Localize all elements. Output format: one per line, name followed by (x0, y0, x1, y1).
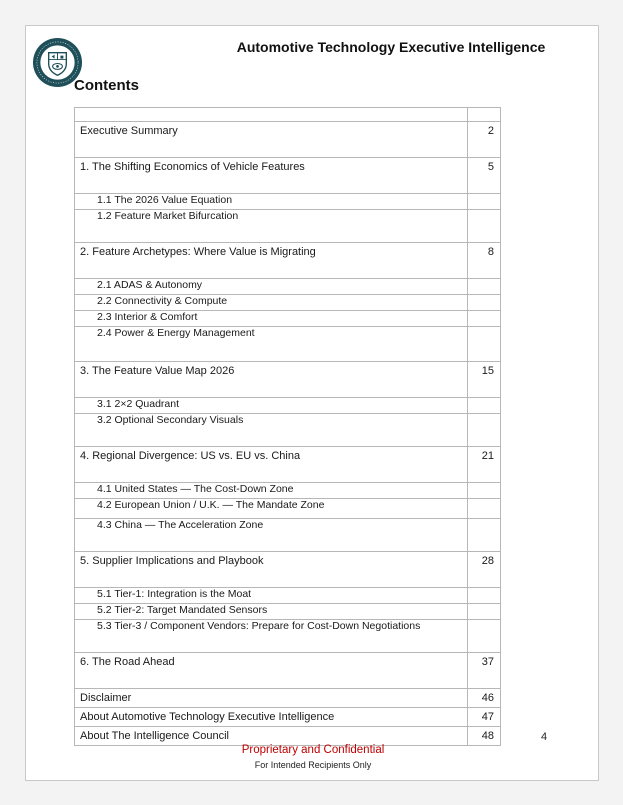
toc-entry-title[interactable]: About Automotive Technology Executive Intelligence (75, 708, 468, 727)
toc-entry-page (468, 499, 501, 519)
toc-entry-title[interactable]: 1.2 Feature Market Bifurcation (75, 210, 468, 243)
toc-entry-page (468, 398, 501, 414)
toc-entry-title[interactable]: 2.3 Interior & Comfort (75, 311, 468, 327)
toc-entry-page (468, 414, 501, 447)
toc-row (75, 122, 501, 158)
toc-row (75, 620, 501, 653)
header-title: Automotive Technology Executive Intelligence (236, 39, 546, 55)
toc-row (75, 689, 501, 708)
toc-entry-title[interactable]: 5. Supplier Implications and Playbook (75, 552, 468, 588)
toc-entry-title[interactable]: 6. The Road Ahead (75, 653, 468, 689)
toc-entry-title[interactable]: Executive Summary (75, 122, 468, 158)
toc-entry-title[interactable]: 3. The Feature Value Map 2026 (75, 362, 468, 398)
toc-row (75, 483, 501, 499)
footer-recipients: For Intended Recipients Only (254, 760, 372, 770)
toc-row (75, 279, 501, 295)
toc-entry-title[interactable]: About The Intelligence Council (75, 727, 468, 746)
toc-row (75, 327, 501, 362)
contents-heading: Contents (74, 77, 139, 94)
toc-entry-page (468, 194, 501, 210)
toc-row (75, 588, 501, 604)
toc-entry-title[interactable]: 2.4 Power & Energy Management (75, 327, 468, 362)
table-of-contents (74, 107, 501, 746)
toc-entry-page: 8 (468, 243, 501, 279)
toc-row (75, 362, 501, 398)
footer-confidential: Proprietary and Confidential (241, 744, 385, 756)
toc-entry-title[interactable]: 1. The Shifting Economics of Vehicle Features (75, 158, 468, 194)
toc-row (75, 311, 501, 327)
toc-entry-page (468, 311, 501, 327)
toc-entry-title[interactable]: 4.3 China — The Acceleration Zone (75, 519, 468, 552)
toc-row (75, 499, 501, 519)
toc-entry-page (468, 483, 501, 499)
toc-entry-page: 37 (468, 653, 501, 689)
toc-row (75, 447, 501, 483)
toc-entry-title[interactable]: 4. Regional Divergence: US vs. EU vs. China (75, 447, 468, 483)
toc-row (75, 210, 501, 243)
toc-entry-page (468, 108, 501, 122)
toc-entry-page (468, 604, 501, 620)
toc-entry-page: 28 (468, 552, 501, 588)
toc-row (75, 727, 501, 746)
toc-entry-title[interactable]: 2. Feature Archetypes: Where Value is Migrating (75, 243, 468, 279)
toc-row (75, 194, 501, 210)
toc-row (75, 398, 501, 414)
toc-row (75, 414, 501, 447)
toc-entry-page (468, 295, 501, 311)
toc-row (75, 519, 501, 552)
toc-entry-page (468, 279, 501, 295)
toc-row (75, 604, 501, 620)
toc-entry-page (468, 620, 501, 653)
toc-entry-page: 5 (468, 158, 501, 194)
toc-entry-title[interactable]: 2.1 ADAS & Autonomy (75, 279, 468, 295)
toc-entry-page: 2 (468, 122, 501, 158)
toc-entry-title[interactable]: 2.2 Connectivity & Compute (75, 295, 468, 311)
toc-body (75, 108, 501, 746)
toc-row (75, 653, 501, 689)
toc-entry-title[interactable]: 5.1 Tier-1: Integration is the Moat (75, 588, 468, 604)
toc-entry-page: 48 (468, 727, 501, 746)
toc-entry-page: 21 (468, 447, 501, 483)
toc-entry-title[interactable]: 3.1 2×2 Quadrant (75, 398, 468, 414)
toc-entry-page (468, 519, 501, 552)
toc-entry-title[interactable]: 4.2 European Union / U.K. — The Mandate Zone (75, 499, 468, 519)
page-number: 4 (541, 731, 548, 743)
toc-entry-title[interactable]: 5.3 Tier-3 / Component Vendors: Prepare for Cost-Down Negotiations (75, 620, 468, 653)
toc-entry-title[interactable]: 3.2 Optional Secondary Visuals (75, 414, 468, 447)
toc-entry-title[interactable] (75, 108, 468, 122)
toc-entry-title[interactable]: 4.1 United States — The Cost-Down Zone (75, 483, 468, 499)
document-page (25, 25, 599, 781)
toc-entry-page (468, 588, 501, 604)
toc-entry-title[interactable]: 5.2 Tier-2: Target Mandated Sensors (75, 604, 468, 620)
toc-entry-page (468, 327, 501, 362)
toc-entry-title[interactable]: 1.1 The 2026 Value Equation (75, 194, 468, 210)
toc-entry-title[interactable]: Disclaimer (75, 689, 468, 708)
toc-row (75, 108, 501, 122)
toc-row (75, 243, 501, 279)
toc-entry-page (468, 210, 501, 243)
toc-entry-page: 15 (468, 362, 501, 398)
toc-row (75, 295, 501, 311)
toc-row (75, 552, 501, 588)
toc-row (75, 158, 501, 194)
toc-entry-page: 46 (468, 689, 501, 708)
toc-entry-page: 47 (468, 708, 501, 727)
toc-row (75, 708, 501, 727)
